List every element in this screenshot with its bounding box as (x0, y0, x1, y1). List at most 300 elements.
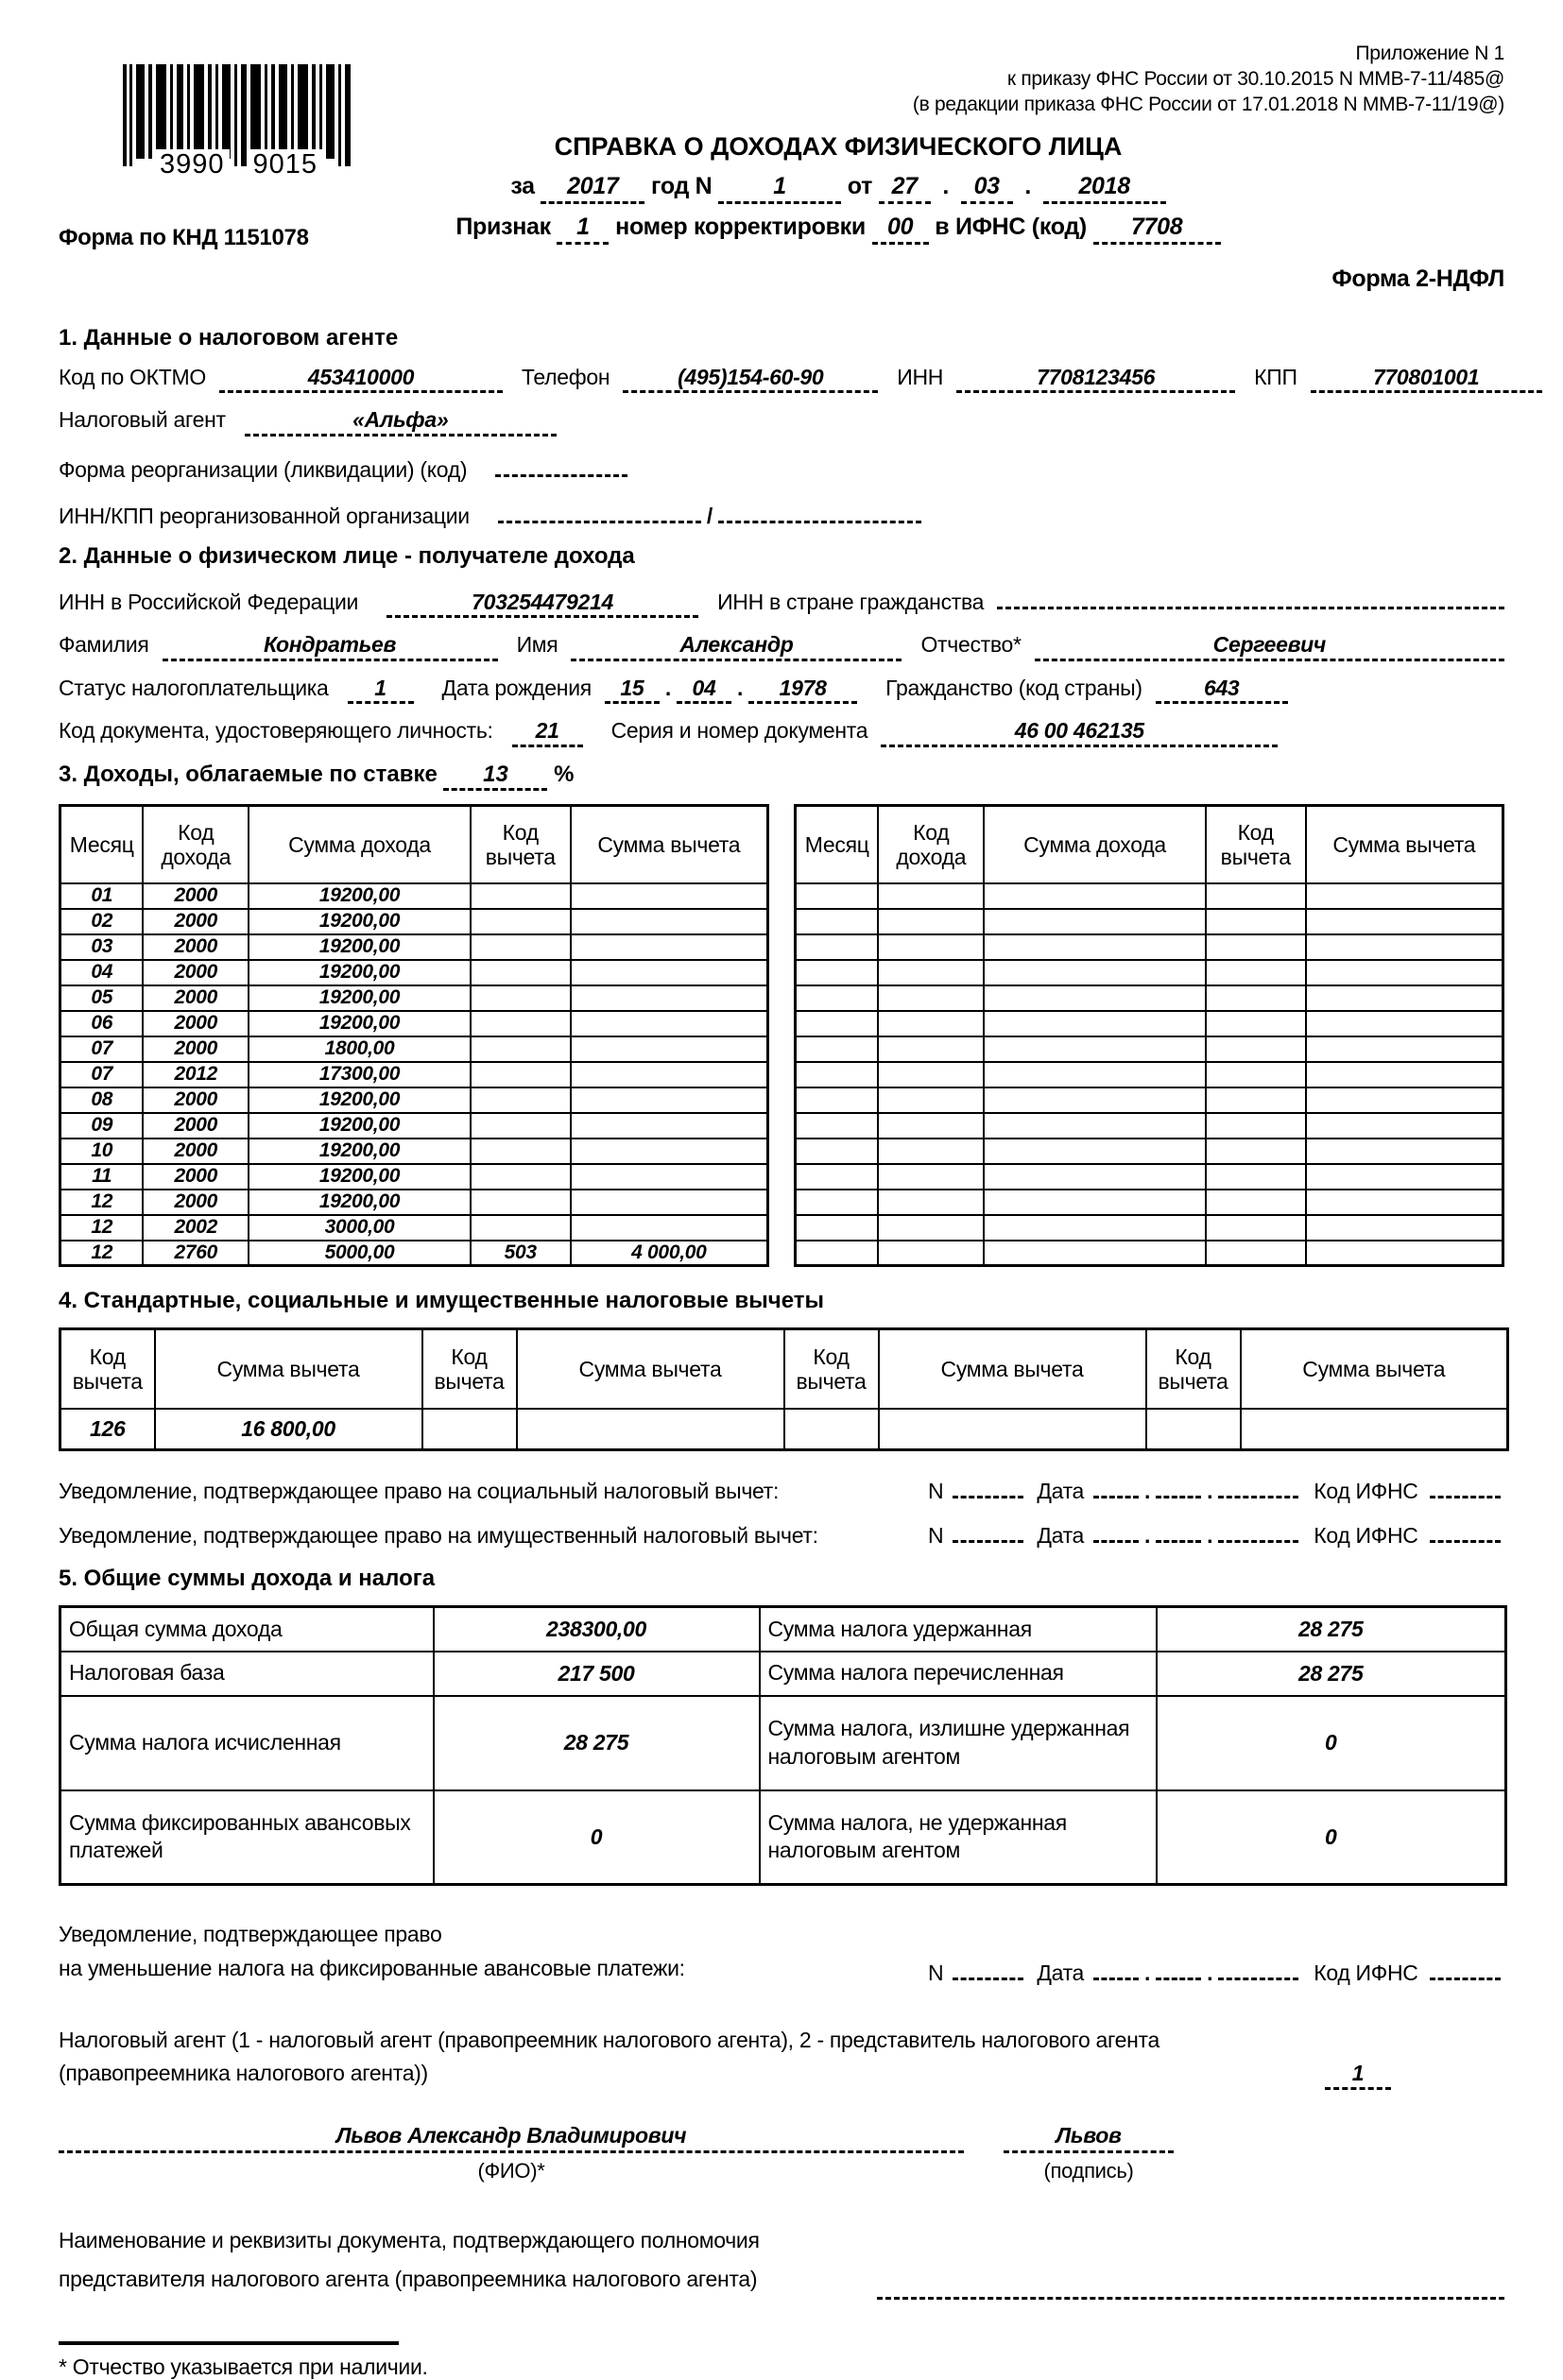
totals-row (60, 1696, 1506, 1790)
col-deduction-code: Код вычета (784, 1329, 879, 1409)
deduction-sum-cell: 16 800,00 (155, 1409, 422, 1450)
income-row (60, 1011, 768, 1036)
authority-line2: представителя налогового агента (правопреемника налогового агента) (59, 2267, 758, 2292)
deduction-sum-cell (879, 1409, 1146, 1450)
income-sum-cell: 19200,00 (249, 1164, 471, 1190)
signature-field: Львов (1004, 2123, 1174, 2153)
col-month: Месяц (60, 806, 144, 883)
deduction-code-cell (471, 1087, 571, 1113)
taxpayer-status-label: Статус налогоплательщика (59, 675, 329, 700)
deduction-sum-cell: 4 000,00 (571, 1241, 768, 1266)
date-separator: . (1144, 1960, 1151, 1985)
deduction-code-cell: 126 (60, 1409, 155, 1450)
notice-date-month-field (1156, 1954, 1201, 1980)
social-notice-label: Уведомление, подтверждающее право на социальный налоговый вычет: (59, 1479, 780, 1504)
priznak-field: 1 (557, 214, 609, 245)
god-n-label: год N (651, 173, 713, 199)
totals-row (60, 1652, 1506, 1696)
signature-caption: (подпись) (1043, 2158, 1134, 2183)
income-sum-cell: 19200,00 (249, 1087, 471, 1113)
reorg-innkpp-row (59, 497, 1504, 529)
income-row (60, 1215, 768, 1241)
income-sum-cell: 19200,00 (249, 985, 471, 1011)
oktmo-label: Код по ОКТМО (59, 365, 206, 389)
date-separator: . (1144, 1523, 1151, 1549)
oktmo-field: 453410000 (219, 365, 503, 393)
col-deduction-code: Код вычета (422, 1329, 517, 1409)
date-separator: . (1207, 1960, 1213, 1985)
advance-payment-notice (59, 1918, 1504, 1985)
income-row-empty (796, 1215, 1503, 1241)
title-block (352, 132, 1325, 245)
month-cell: 10 (60, 1139, 144, 1164)
section-3 (59, 762, 1504, 1268)
income-code-cell: 2000 (143, 934, 249, 960)
reorg-code-label: Форма реорганизации (ликвидации) (код) (59, 456, 468, 482)
tax-calculated-label: Сумма налога исчисленная (60, 1696, 434, 1790)
section-4 (59, 1288, 1504, 1549)
deductions-header-row (60, 1329, 1508, 1409)
tax-withheld-label: Сумма налога удержанная (760, 1607, 1157, 1652)
income-row (60, 960, 768, 985)
income-code-cell: 2000 (143, 909, 249, 934)
income-row-empty (796, 1190, 1503, 1215)
date-separator: . (1144, 1479, 1151, 1504)
totals-table (59, 1605, 1507, 1886)
tax-not-withheld-value: 0 (1157, 1790, 1506, 1885)
property-notice-label: Уведомление, подтверждающее право на имущественный налоговый вычет: (59, 1523, 818, 1549)
birth-day-field: 15 (605, 676, 660, 704)
agent-line1: Налоговый агент (1 - налоговый агент (правопреемник налогового агента), 2 - представитель налогового агента (59, 2027, 1159, 2052)
oktmo-row (59, 365, 1504, 393)
ifns-code-label: Код ИФНС (1314, 1523, 1418, 1549)
agent-type-field: 1 (1325, 2061, 1391, 2089)
date-label: Дата (1037, 1523, 1085, 1549)
totals-row (60, 1790, 1506, 1885)
reorg-row (59, 451, 1504, 483)
income-row (60, 1241, 768, 1266)
agent-name-row (59, 407, 1504, 436)
notice-date-day-field (1093, 1472, 1139, 1498)
notice-date-month-field (1156, 1516, 1201, 1543)
property-deduction-notice (59, 1516, 1504, 1549)
income-code-cell: 2000 (143, 1190, 249, 1215)
col-month: Месяц (796, 806, 879, 883)
income-table-right (794, 804, 1504, 1267)
income-code-cell: 2000 (143, 985, 249, 1011)
agent-inn-field: 7708123456 (956, 365, 1235, 393)
income-code-cell: 2000 (143, 960, 249, 985)
income-row-empty (796, 1139, 1503, 1164)
deduction-sum-cell (517, 1409, 784, 1450)
month-cell: 07 (60, 1036, 144, 1062)
deductions-row (60, 1409, 1508, 1450)
notice-date-year-field (1218, 1516, 1298, 1543)
income-row-empty (796, 960, 1503, 985)
income-sum-cell: 5000,00 (249, 1241, 471, 1266)
notice-ifns-field (1430, 1516, 1501, 1543)
deduction-code-cell (471, 960, 571, 985)
income-row (60, 1139, 768, 1164)
section-2 (59, 543, 1504, 747)
date-label: Дата (1037, 1960, 1085, 1985)
col-deduction-sum: Сумма вычета (571, 806, 768, 883)
deduction-sum-cell (571, 1190, 768, 1215)
month-cell: 06 (60, 1011, 144, 1036)
income-row (60, 1087, 768, 1113)
agent-line2: (правопреемника налогового агента)) (59, 2061, 428, 2086)
col-income-code: Код дохода (143, 806, 249, 883)
income-code-cell: 2000 (143, 883, 249, 909)
n-label: N (928, 1523, 944, 1549)
col-deduction-sum: Сумма вычета (1306, 806, 1503, 883)
barcode-digits-right: 9015 (249, 149, 323, 180)
deduction-code-cell (471, 1113, 571, 1139)
taxpayer-status-field: 1 (348, 676, 414, 704)
notice-date-month-field (1156, 1472, 1201, 1498)
advance-notice-line1: Уведомление, подтверждающее право (59, 1922, 442, 1947)
date-separator: . (1207, 1479, 1213, 1504)
income-row-empty (796, 1113, 1503, 1139)
notice-ifns-field (1430, 1954, 1501, 1980)
col-income-sum: Сумма дохода (984, 806, 1206, 883)
n-label: N (928, 1479, 944, 1504)
income-row (60, 1113, 768, 1139)
phone-field: (495)154-60-90 (623, 365, 878, 393)
income-sum-cell: 3000,00 (249, 1215, 471, 1241)
deduction-code-cell (784, 1409, 879, 1450)
tax-calculated-value: 28 275 (434, 1696, 760, 1790)
inn-rf-row (59, 583, 1504, 618)
income-row (60, 1062, 768, 1087)
title-year-line (352, 173, 1325, 204)
deduction-code-cell (471, 909, 571, 934)
notice-number-field (953, 1472, 1023, 1498)
month-cell: 01 (60, 883, 144, 909)
deduction-code-cell (1146, 1409, 1241, 1450)
income-code-cell: 2000 (143, 1036, 249, 1062)
income-code-cell: 2000 (143, 1087, 249, 1113)
section-1-heading: 1. Данные о налоговом агенте (59, 325, 399, 351)
signature-block (59, 2123, 1504, 2183)
month-cell: 12 (60, 1241, 144, 1266)
income-code-cell: 2000 (143, 1011, 249, 1036)
col-deduction-sum: Сумма вычета (517, 1329, 784, 1409)
income-sum-cell: 19200,00 (249, 1113, 471, 1139)
col-income-sum: Сумма дохода (249, 806, 471, 883)
income-sum-cell: 19200,00 (249, 1139, 471, 1164)
innkpp-slash: / (706, 503, 713, 528)
date-separator: . (1207, 1523, 1213, 1549)
income-header-row (796, 806, 1503, 883)
inn-rf-label: ИНН в Российской Федерации (59, 589, 359, 614)
name-row (59, 632, 1504, 660)
appendix-reference (913, 42, 1504, 118)
deduction-sum-cell (571, 1036, 768, 1062)
authority-document-block (59, 2221, 1504, 2300)
lastname-field: Кондратьев (163, 632, 498, 660)
tax-not-withheld-label: Сумма налога, не удержанная налоговым агентом (760, 1790, 1157, 1885)
month-cell: 12 (60, 1190, 144, 1215)
n-label: N (928, 1960, 944, 1985)
barcode-digits-left: 3990 (155, 149, 230, 180)
ifns-code-field: 7708 (1093, 214, 1221, 245)
section-5 (59, 1566, 1504, 1985)
month-cell: 08 (60, 1087, 144, 1113)
income-row (60, 883, 768, 909)
income-sum-cell: 19200,00 (249, 960, 471, 985)
correction-label: номер корректировки (615, 213, 866, 240)
social-deduction-notice (59, 1472, 1504, 1504)
birth-month-field: 04 (677, 676, 731, 704)
barcode (123, 64, 354, 180)
section-4-heading: 4. Стандартные, социальные и имущественные налоговые вычеты (59, 1288, 824, 1314)
income-row (60, 1036, 768, 1062)
agent-name-field: «Альфа» (245, 407, 557, 436)
deduction-sum-cell (571, 1087, 768, 1113)
notice-ifns-field (1430, 1472, 1501, 1498)
date-separator: . (1024, 173, 1031, 199)
income-row-empty (796, 1164, 1503, 1190)
income-sum-cell: 19200,00 (249, 1011, 471, 1036)
deduction-code-cell (471, 1036, 571, 1062)
za-label: за (510, 173, 535, 199)
reorg-innkpp-label: ИНН/КПП реорганизованной организации (59, 503, 470, 528)
total-income-label: Общая сумма дохода (60, 1607, 434, 1652)
deduction-sum-cell (571, 1164, 768, 1190)
income-sum-cell: 1800,00 (249, 1036, 471, 1062)
agent-name-label: Налоговый агент (59, 407, 226, 433)
ot-label: от (847, 173, 873, 199)
tax-withheld-value: 28 275 (1157, 1607, 1506, 1652)
col-deduction-code: Код вычета (1206, 806, 1306, 883)
patronymic-field: Сергеевич (1035, 632, 1504, 660)
citizenship-label: Гражданство (код страны) (885, 675, 1142, 700)
tax-base-value: 217 500 (434, 1652, 760, 1696)
appendix-line: Приложение N 1 (1355, 43, 1504, 64)
doc-series-field: 46 00 462135 (881, 718, 1278, 746)
issue-day-field: 27 (879, 173, 931, 204)
income-row-empty (796, 1241, 1503, 1266)
income-row-empty (796, 883, 1503, 909)
ifns-label: в ИФНС (код) (935, 213, 1087, 240)
col-deduction-sum: Сумма вычета (1241, 1329, 1508, 1409)
deduction-code-cell (471, 1190, 571, 1215)
date-separator: . (737, 675, 744, 700)
appendix-line: к приказу ФНС России от 30.10.2015 N ММВ-7-11/485@ (1006, 67, 1504, 90)
birthdate-label: Дата рождения (441, 675, 592, 700)
tax-transferred-label: Сумма налога перечисленная (760, 1652, 1157, 1696)
date-label: Дата (1037, 1479, 1085, 1504)
fixed-advance-label: Сумма фиксированных авансовых платежей (60, 1790, 434, 1885)
deduction-sum-cell (571, 1062, 768, 1087)
month-cell: 12 (60, 1215, 144, 1241)
form-title: СПРАВКА О ДОХОДАХ ФИЗИЧЕСКОГО ЛИЦА (554, 132, 1123, 161)
inn-rf-field: 703254479214 (386, 590, 698, 618)
section-5-heading: 5. Общие суммы дохода и налога (59, 1566, 436, 1592)
notice-date-day-field (1093, 1516, 1139, 1543)
month-cell: 07 (60, 1062, 144, 1087)
col-deduction-code: Код вычета (60, 1329, 155, 1409)
notice-number-field (953, 1516, 1023, 1543)
section-3-heading (59, 762, 1504, 792)
deduction-sum-cell (571, 1215, 768, 1241)
inn-country-label: ИНН в стране гражданства (717, 589, 985, 614)
col-deduction-sum: Сумма вычета (155, 1329, 422, 1409)
notice-number-field (953, 1954, 1023, 1980)
notice-date-year-field (1218, 1954, 1298, 1980)
deduction-sum-cell (571, 1139, 768, 1164)
form-2ndfl-label: Форма 2-НДФЛ (1331, 265, 1504, 292)
deduction-code-cell (422, 1409, 517, 1450)
income-row-empty (796, 1036, 1503, 1062)
deduction-sum-cell (571, 909, 768, 934)
deduction-code-cell (471, 934, 571, 960)
month-cell: 11 (60, 1164, 144, 1190)
income-code-cell: 2000 (143, 1164, 249, 1190)
deduction-sum-cell (571, 1113, 768, 1139)
ifns-code-label: Код ИФНС (1314, 1479, 1418, 1504)
fixed-advance-value: 0 (434, 1790, 760, 1885)
lastname-label: Фамилия (59, 632, 149, 658)
deduction-sum-cell (571, 985, 768, 1011)
certificate-number-field: 1 (718, 173, 841, 204)
deduction-sum-cell (571, 934, 768, 960)
section-3-title: 3. Доходы, облагаемые по ставке (59, 761, 438, 787)
reorg-inn-field (498, 497, 701, 523)
income-sum-cell: 19200,00 (249, 909, 471, 934)
month-cell: 05 (60, 985, 144, 1011)
citizenship-code-field: 643 (1156, 676, 1288, 704)
col-deduction-code: Код вычета (471, 806, 571, 883)
fio-caption: (ФИО)* (477, 2158, 545, 2183)
reorg-kpp-field (718, 497, 921, 523)
deduction-sum-cell (571, 883, 768, 909)
issue-year-field: 2018 (1043, 173, 1166, 204)
income-code-cell: 2000 (143, 1139, 249, 1164)
priznak-label: Признак (455, 213, 551, 240)
month-cell: 09 (60, 1113, 144, 1139)
income-row-empty (796, 985, 1503, 1011)
income-code-cell: 2002 (143, 1215, 249, 1241)
tax-rate-field: 13 (443, 762, 547, 792)
income-header-row (60, 806, 768, 883)
income-table-left (59, 804, 769, 1267)
income-code-cell: 2760 (143, 1241, 249, 1266)
knd-form-label: Форма по КНД 1151078 (59, 225, 309, 250)
correction-number-field: 00 (872, 214, 929, 245)
footnote-rule (59, 2341, 399, 2345)
income-row-empty (796, 909, 1503, 934)
form-header (59, 36, 1504, 312)
totals-row (60, 1607, 1506, 1652)
tax-base-label: Налоговая база (60, 1652, 434, 1696)
total-income-value: 238300,00 (434, 1607, 760, 1652)
barcode-digits (123, 149, 354, 180)
footnote-text: * Отчество указывается при наличии. (59, 2354, 428, 2379)
doc-code-label: Код документа, удостоверяющего личность: (59, 718, 493, 744)
deductions-table (59, 1327, 1509, 1451)
section-2-heading: 2. Данные о физическом лице - получателе дохода (59, 542, 635, 569)
deduction-code-cell (471, 883, 571, 909)
income-row (60, 909, 768, 934)
col-deduction-code: Код вычета (1146, 1329, 1241, 1409)
tax-agent-block (59, 2024, 1504, 2091)
reorg-code-field (495, 451, 627, 477)
appendix-line: (в редакции приказа ФНС России от 17.01.2018 N ММВ-7-11/19@) (912, 93, 1504, 115)
year-field: 2017 (541, 173, 644, 204)
tax-over-withheld-value: 0 (1157, 1696, 1506, 1790)
tax-transferred-value: 28 275 (1157, 1652, 1506, 1696)
firstname-label: Имя (516, 632, 558, 658)
advance-notice-line2: на уменьшение налога на фиксированные авансовые платежи: (59, 1955, 685, 1980)
income-code-cell: 2000 (143, 1113, 249, 1139)
ifns-code-label: Код ИФНС (1314, 1960, 1418, 1985)
income-row (60, 985, 768, 1011)
deduction-code-cell (471, 1062, 571, 1087)
col-income-code: Код дохода (878, 806, 984, 883)
agent-inn-label: ИНН (897, 365, 944, 389)
deduction-sum-cell (571, 1011, 768, 1036)
month-cell: 03 (60, 934, 144, 960)
id-doc-row (59, 718, 1504, 746)
income-row (60, 934, 768, 960)
agent-kpp-field: 770801001 (1311, 365, 1542, 393)
authority-document-field (877, 2273, 1504, 2300)
notice-date-year-field (1218, 1472, 1298, 1498)
deduction-code-cell (471, 1139, 571, 1164)
deduction-code-cell (471, 1215, 571, 1241)
deduction-code-cell (471, 1011, 571, 1036)
income-code-cell: 2012 (143, 1062, 249, 1087)
agent-kpp-label: КПП (1254, 365, 1297, 389)
month-cell: 02 (60, 909, 144, 934)
patronymic-label: Отчество* (920, 632, 1022, 658)
phone-label: Телефон (521, 365, 610, 389)
income-row-empty (796, 934, 1503, 960)
income-row-empty (796, 1087, 1503, 1113)
income-row (60, 1190, 768, 1215)
income-sum-cell: 19200,00 (249, 934, 471, 960)
date-separator: . (664, 675, 671, 700)
notice-date-day-field (1093, 1954, 1139, 1980)
title-priznak-line (352, 214, 1325, 245)
doc-code-field: 21 (512, 718, 583, 746)
section-1 (59, 325, 1504, 529)
income-tables (59, 804, 1504, 1267)
deduction-code-cell (471, 1164, 571, 1190)
month-cell: 04 (60, 960, 144, 985)
deduction-code-cell (471, 985, 571, 1011)
deduction-code-cell: 503 (471, 1241, 571, 1266)
deduction-sum-cell (571, 960, 768, 985)
firstname-field: Александр (571, 632, 902, 660)
issue-month-field: 03 (961, 173, 1013, 204)
date-separator: . (942, 173, 950, 199)
income-sum-cell: 19200,00 (249, 883, 471, 909)
deduction-sum-cell (1241, 1409, 1508, 1450)
income-sum-cell: 19200,00 (249, 1190, 471, 1215)
percent-sign: % (554, 761, 575, 787)
doc-series-label: Серия и номер документа (610, 718, 868, 744)
tax-over-withheld-label: Сумма налога, излишне удержанная налоговым агентом (760, 1696, 1157, 1790)
income-row-empty (796, 1011, 1503, 1036)
birth-year-field: 1978 (748, 676, 857, 704)
inn-country-field (997, 583, 1504, 609)
income-row-empty (796, 1062, 1503, 1087)
signatory-name-field: Львов Александр Владимирович (59, 2123, 964, 2153)
income-row (60, 1164, 768, 1190)
